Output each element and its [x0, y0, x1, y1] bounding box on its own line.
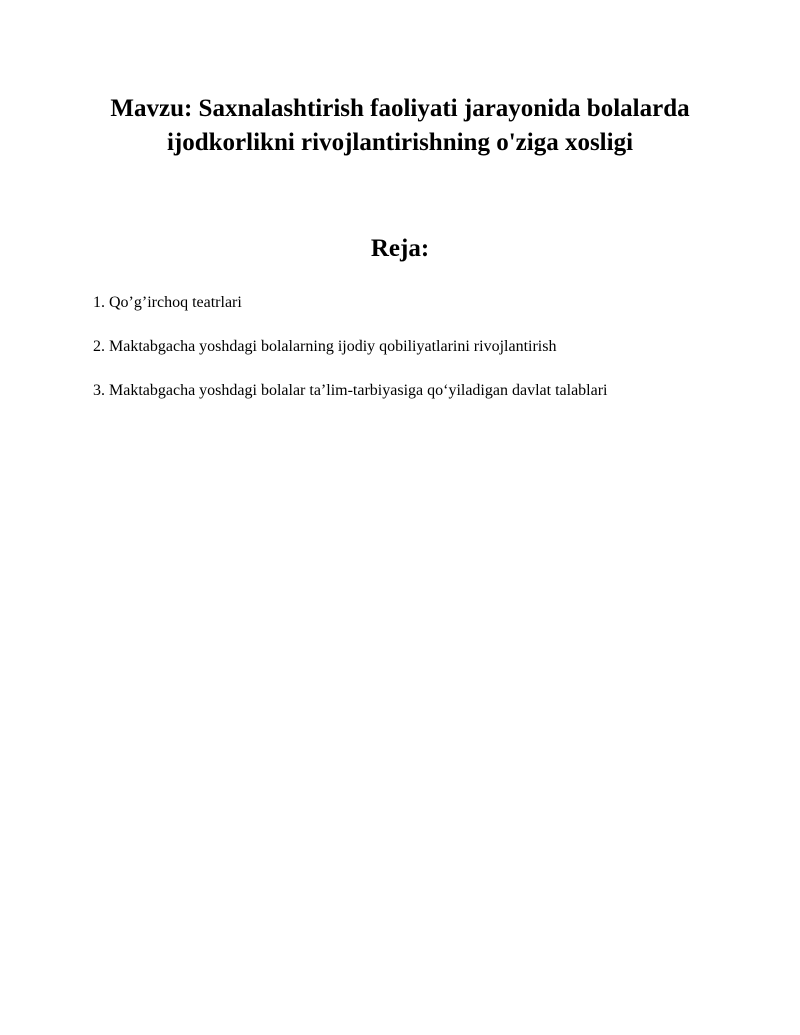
plan-heading: Reja: — [370, 235, 430, 262]
plan-list — [93, 292, 773, 424]
plan-item-1: 1. Qo’g’irchoq teatrlari — [93, 294, 242, 311]
plan-item-3: 3. Maktabgacha yoshdagi bolalar ta’lim-tarbiyasiga qo‘yiladigan davlat talablari — [93, 382, 608, 399]
plan-item-2: 2. Maktabgacha yoshdagi bolalarning ijodiy qobiliyatlarini rivojlantirish — [93, 338, 557, 355]
document-title-line-2: ijodkorlikni rivojlantirishning o'ziga xosligi — [166, 129, 634, 156]
document-title — [60, 92, 740, 160]
document-title-line-1: Mavzu: Saxnalashtirish faoliyati jarayonida bolalarda — [110, 95, 690, 122]
